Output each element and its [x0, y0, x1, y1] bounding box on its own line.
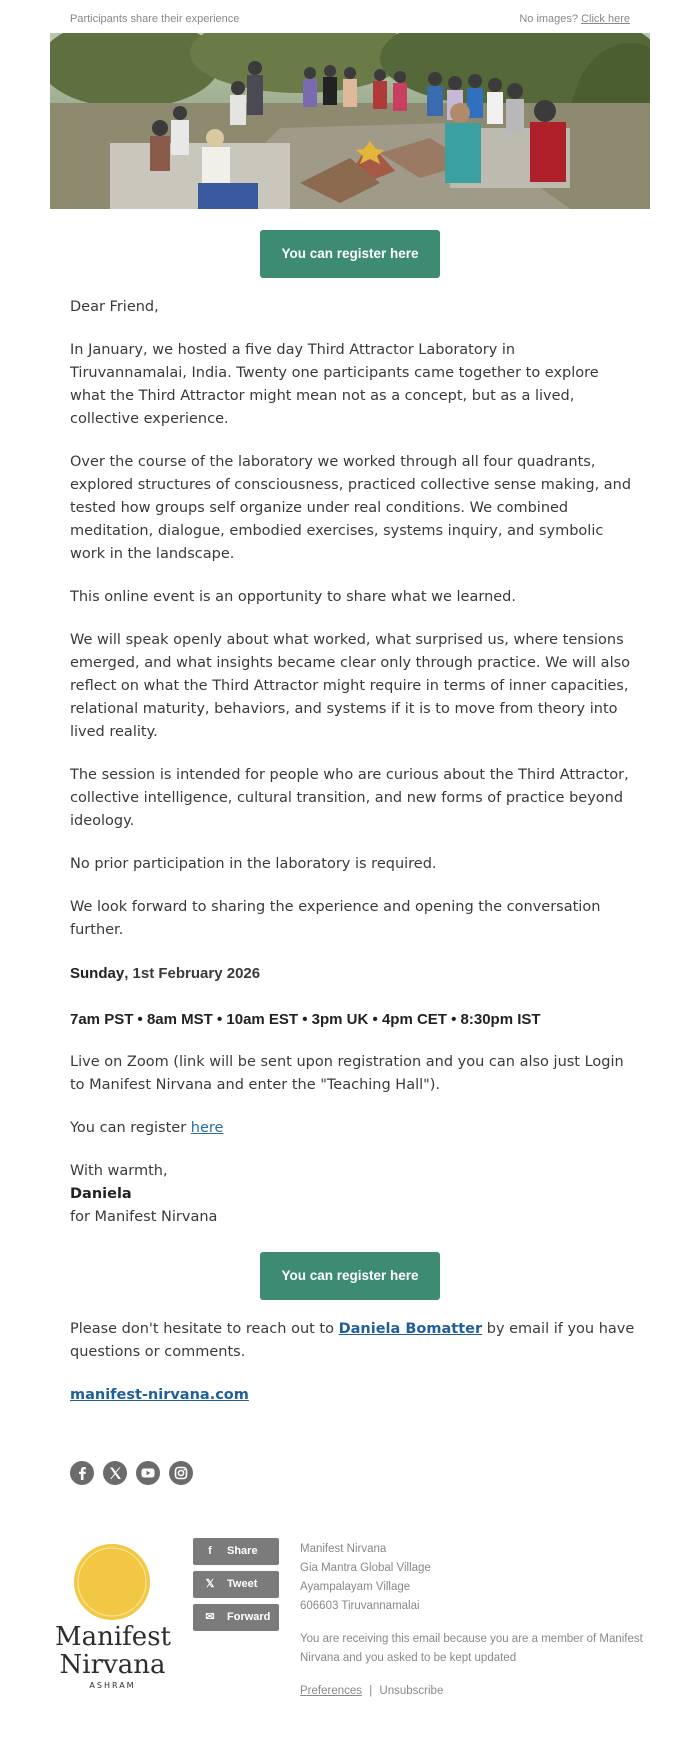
signer-name: Daniela	[70, 1186, 132, 1202]
no-images-label: No images?	[519, 13, 579, 25]
event-day: Sunday	[70, 965, 125, 982]
preheader-text: Participants share their experience	[70, 13, 240, 25]
website-line	[70, 1384, 636, 1407]
register-prefix: You can register	[70, 1120, 191, 1136]
signer-org: for Manifest Nirvana	[70, 1209, 218, 1225]
tweet-label: Tweet	[227, 1578, 258, 1590]
org-name: Manifest Nirvana	[300, 1543, 387, 1555]
forward-button[interactable]	[193, 1604, 279, 1631]
manifest-nirvana-logo	[55, 1540, 170, 1700]
contact-section	[70, 1318, 636, 1427]
view-images-link[interactable]: Click here	[581, 13, 630, 25]
no-images-notice	[519, 13, 630, 25]
unsubscribe-link[interactable]: Unsubscribe	[379, 1685, 444, 1697]
x-icon[interactable]	[103, 1461, 127, 1485]
forward-label: Forward	[227, 1611, 271, 1623]
paragraph-intro: In January, we hosted a five day Third Attractor Laboratory in Tiruvannamalai, India. Twenty one participants came together to explore what the Third Attractor might mean not as a concept, but as a lived, collective experience.	[70, 342, 599, 427]
event-times: 7am PST • 8am MST • 10am EST • 3pm UK • 4pm CET • 8:30pm IST	[70, 1011, 541, 1028]
register-line	[70, 1117, 636, 1140]
preferences-link[interactable]: Preferences	[300, 1685, 363, 1697]
website-link[interactable]: manifest-nirvana.com	[70, 1387, 249, 1403]
social-links	[70, 1461, 197, 1487]
footer-links	[300, 1682, 650, 1701]
contact-email-link[interactable]: Daniela Bomatter	[338, 1321, 483, 1337]
hero-photo	[50, 33, 650, 209]
logo-line-1: Manifest	[55, 1622, 171, 1652]
event-date	[70, 962, 636, 985]
contact-suffix: by email if you have questions or comments.	[70, 1321, 635, 1360]
register-here-link[interactable]: here	[190, 1120, 224, 1136]
greeting: Dear Friend,	[70, 299, 159, 315]
signature	[70, 1160, 636, 1229]
x-share-icon: 𝕏	[205, 1578, 215, 1590]
address-line-1: Gia Mantra Global Village	[300, 1562, 431, 1574]
preheader	[70, 10, 630, 28]
share-button[interactable]	[193, 1538, 279, 1565]
paragraph-audience: The session is intended for people who are curious about the Third Attractor, collective intelligence, cultural transition, and new forms of practice beyond ideology.	[70, 767, 629, 829]
paragraph-prerequisite: No prior participation in the laboratory is required.	[70, 856, 437, 872]
facebook-share-icon: f	[208, 1545, 212, 1557]
youtube-icon[interactable]	[136, 1461, 160, 1485]
facebook-icon[interactable]	[70, 1461, 94, 1485]
contact-prefix: Please don't hesitate to reach out to	[70, 1321, 339, 1337]
subscription-notice: You are receiving this email because you are a member of Manifest Nirvana and you asked to be kept updated	[300, 1633, 643, 1664]
address-line-2: Ayampalayam Village	[300, 1581, 411, 1593]
zoom-info: Live on Zoom (link will be sent upon registration and you can also just Login to Manifest Nirvana and enter the "Teaching Hall").	[70, 1054, 624, 1093]
tweet-button[interactable]	[193, 1571, 279, 1598]
paragraph-topics: We will speak openly about what worked, what surprised us, where tensions emerged, and what insights became clear only through practice. We will also reflect on what the Third Attractor might require in terms of inner capacities, relational maturity, behaviors, and systems if it is to move from theory into lived reality.	[70, 632, 631, 740]
footer-address	[300, 1540, 650, 1701]
signoff: With warmth,	[70, 1163, 168, 1179]
envelope-icon: ✉	[205, 1611, 215, 1623]
link-separator: |	[369, 1685, 373, 1697]
paragraph-laboratory: Over the course of the laboratory we worked through all four quadrants, explored structures of consciousness, practiced collective sense making, and tested how groups self organize under real conditions. We combined meditation, dialogue, embodied exercises, systems inquiry, and symbolic work in the landscape.	[70, 454, 632, 562]
email-body	[70, 296, 636, 1229]
address-line-3: 606603 Tiruvannamalai	[300, 1600, 420, 1612]
group-photo-illustration	[50, 33, 650, 209]
paragraph-closing: We look forward to sharing the experience and opening the conversation further.	[70, 899, 601, 938]
contact-line	[70, 1318, 636, 1364]
share-label: Share	[227, 1545, 258, 1557]
instagram-icon[interactable]	[169, 1461, 193, 1485]
share-buttons	[193, 1538, 279, 1637]
logo-line-3: ASHRAM	[89, 1681, 136, 1690]
event-date-rest: , 1st February 2026	[124, 965, 261, 982]
logo-line-2: Nirvana	[59, 1650, 166, 1680]
paragraph-event: This online event is an opportunity to share what we learned.	[70, 589, 516, 605]
register-button-bottom[interactable]: You can register here	[260, 1252, 440, 1300]
register-button-top[interactable]: You can register here	[260, 230, 440, 278]
